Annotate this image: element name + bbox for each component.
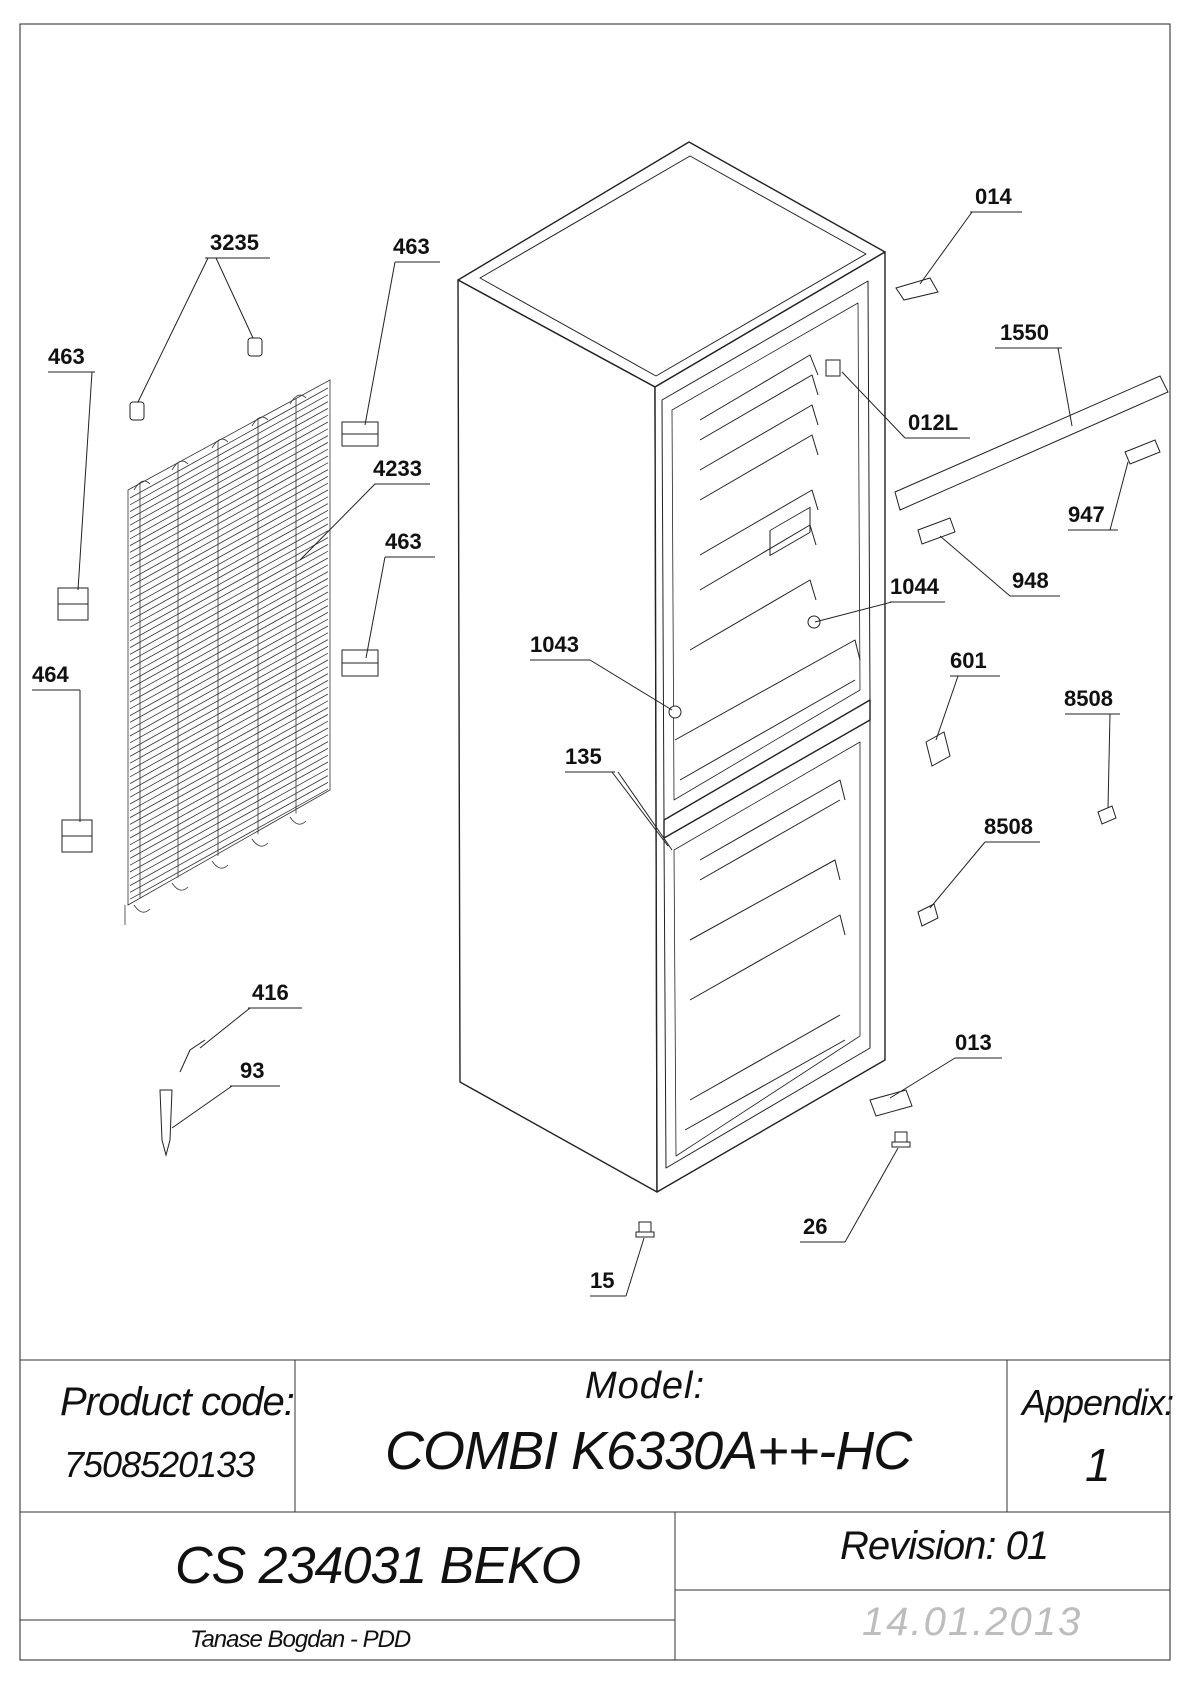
callout-135: 135 bbox=[565, 744, 602, 769]
product-code-label: Product code: bbox=[60, 1380, 294, 1424]
callout-416: 416 bbox=[252, 980, 289, 1005]
callout-948: 948 bbox=[1012, 568, 1049, 593]
callout-1043: 1043 bbox=[530, 632, 579, 657]
stopper-part bbox=[1098, 806, 1116, 824]
callout-26: 26 bbox=[803, 1214, 828, 1239]
author: Tanase Bogdan - PDD bbox=[190, 1626, 411, 1653]
appendix-label: Appendix: bbox=[1022, 1382, 1174, 1423]
bumper-part bbox=[248, 338, 262, 356]
callout-947: 947 bbox=[1068, 502, 1105, 527]
clip-part bbox=[342, 422, 378, 446]
callout-013: 013 bbox=[955, 1030, 992, 1055]
callout-012L: 012L bbox=[908, 410, 959, 435]
cover-part bbox=[918, 518, 955, 544]
stopper-part bbox=[918, 904, 938, 926]
callout-463-mid: 463 bbox=[385, 529, 422, 554]
hinge-part bbox=[926, 732, 950, 766]
clip-part bbox=[58, 588, 88, 620]
bolt-part bbox=[808, 616, 820, 628]
tube-part bbox=[180, 1040, 205, 1072]
cover-part bbox=[1125, 440, 1160, 464]
model-label: Model: bbox=[585, 1365, 706, 1407]
callout-93: 93 bbox=[240, 1058, 265, 1083]
cabinet bbox=[458, 142, 885, 1192]
callout-463-top: 463 bbox=[393, 234, 430, 259]
foot-part bbox=[636, 1222, 654, 1237]
hinge-part bbox=[870, 1090, 912, 1116]
product-code: 7508520133 bbox=[64, 1444, 255, 1485]
model-name: COMBI K6330A++-HC bbox=[385, 1421, 912, 1481]
callout-014: 014 bbox=[975, 184, 1012, 209]
appendix-number: 1 bbox=[1085, 1439, 1110, 1491]
date: 14.01.2013 bbox=[862, 1600, 1083, 1644]
callout-4233: 4233 bbox=[373, 456, 422, 481]
callout-8508-mid: 8508 bbox=[984, 814, 1033, 839]
callout-601: 601 bbox=[950, 648, 987, 673]
callout-463-left: 463 bbox=[48, 344, 85, 369]
document-id: CS 234031 BEKO bbox=[175, 1537, 581, 1595]
dryer-part bbox=[160, 1090, 172, 1155]
bracket-part bbox=[826, 360, 840, 376]
callout-8508-right: 8508 bbox=[1064, 686, 1113, 711]
callout-1550: 1550 bbox=[1000, 320, 1049, 345]
clip-part bbox=[342, 650, 378, 676]
clip-part bbox=[62, 820, 92, 852]
revision: Revision: 01 bbox=[840, 1524, 1049, 1568]
trim-part bbox=[895, 376, 1168, 510]
callout-3235: 3235 bbox=[210, 230, 259, 255]
foot-part bbox=[892, 1132, 910, 1147]
callout-15: 15 bbox=[590, 1268, 615, 1293]
bolt-part bbox=[669, 706, 681, 718]
condenser bbox=[125, 380, 330, 925]
callout-1044: 1044 bbox=[890, 574, 939, 599]
hinge-part bbox=[896, 278, 938, 300]
bumper-part bbox=[130, 402, 144, 420]
callout-464: 464 bbox=[32, 662, 69, 687]
